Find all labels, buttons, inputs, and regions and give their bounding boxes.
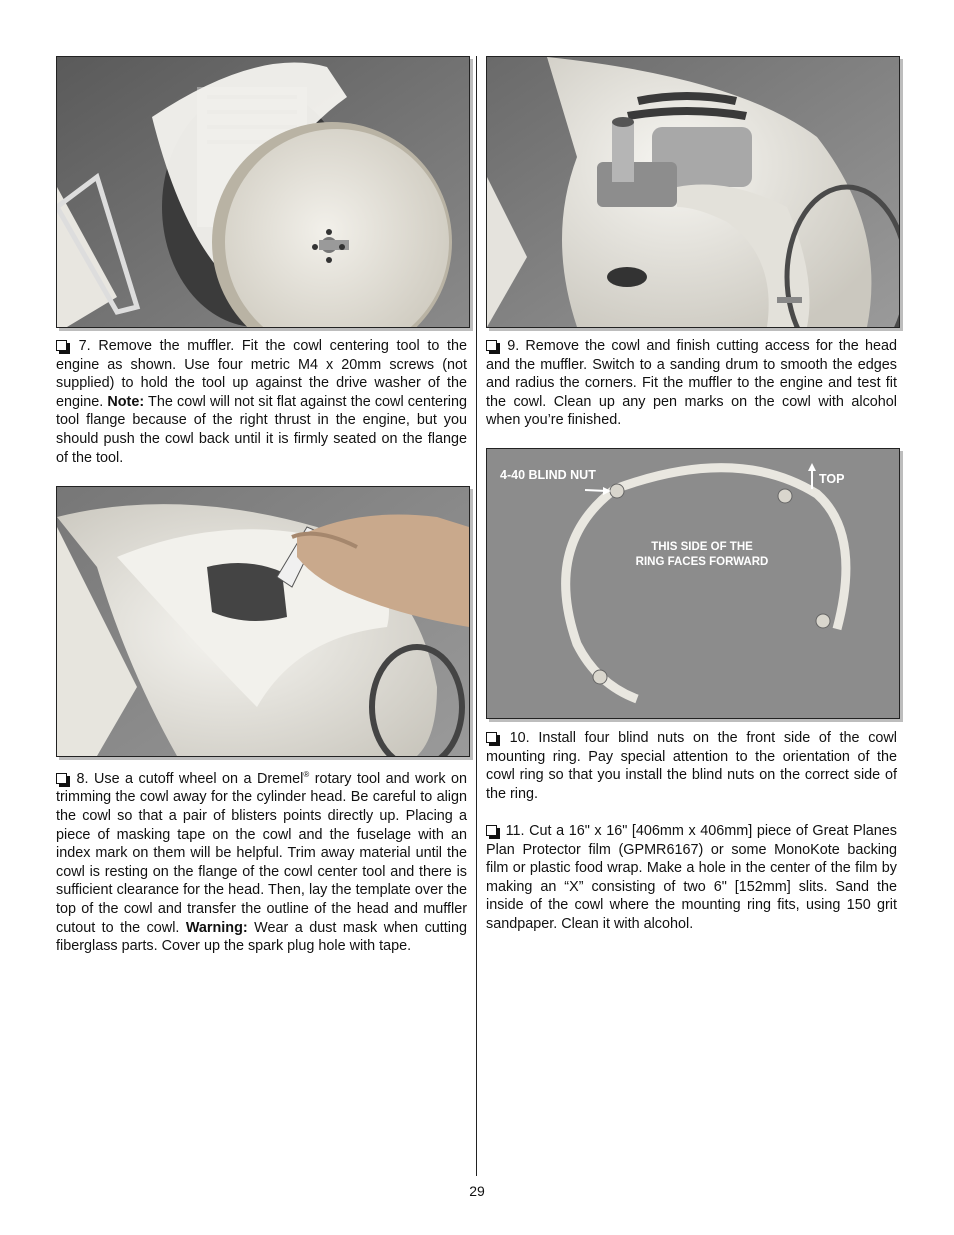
photo-marking-cowl-template bbox=[56, 486, 470, 757]
step-8-warning-label: Warning: bbox=[185, 919, 248, 936]
step-10-number: 10. bbox=[509, 730, 530, 746]
step-11-text bbox=[486, 822, 897, 934]
step-7-body-b: The cowl will not sit flat against the cowl centering tool flange because of the right thrust in the engine, but you should push the cowl back until it is firmly seated on the flange of the tool. bbox=[56, 393, 467, 466]
photo-cowl-muffler-fit bbox=[486, 56, 900, 328]
step-8-body-c: Wear a dust mask when cutting fiberglass parts. Cover up the spark plug hole with tape. bbox=[56, 919, 467, 955]
ring-label-forward bbox=[622, 540, 782, 570]
step-11-body: Cut a 16" x 16" [406mm x 406mm] piece of Great Planes Plan Protector film (GPMR6167) or some MonoKote backing film or plastic food wrap. Make a hole in the center of the film by making an “X” consisting of two 6" [152mm] slits. Sand the inside of the cowl where the mounting ring fits, using 150 grit sandpaper. Clean it with alcohol. bbox=[486, 823, 897, 932]
registered-mark: ® bbox=[303, 770, 310, 779]
photo-cowl-centering-tool bbox=[56, 56, 470, 328]
page-number: 29 bbox=[469, 1183, 485, 1199]
step-9-text bbox=[486, 337, 897, 430]
step-8-body-b: rotary tool and work on trimming the cowl away for the cylinder head. Be careful to align the cowl so that a pair of blisters points directly up. Placing a piece of masking tape on the cowl and the fuselage with an index mark on them will be helpful. Trim away material until the cowl is resting on the flange of the cowl center tool and there is sufficient clearance for the head. Then, lay the template over the top of the cowl and transfer the outline of the head and muffler cutout to the cowl. bbox=[56, 770, 468, 936]
step-7-checkbox[interactable] bbox=[56, 340, 67, 351]
step-11-number: 11. bbox=[505, 823, 525, 839]
ring-label-forward-line2: RING FACES FORWARD bbox=[635, 556, 769, 568]
step-8-number: 8. bbox=[76, 770, 89, 787]
photo-cowl-mounting-ring bbox=[486, 448, 900, 719]
step-8-text bbox=[56, 766, 467, 956]
step-7-body-a: Remove the muffler. Fit the cowl centering tool to the engine as shown. Use four metric M4 x 20mm screws (not supplied) to hold the tool up against the drive washer of the engine. bbox=[56, 338, 468, 410]
step-11-checkbox[interactable] bbox=[486, 825, 497, 836]
step-7-number: 7. bbox=[78, 338, 91, 354]
column-divider bbox=[476, 56, 477, 1176]
step-7-note-label: Note: bbox=[107, 393, 145, 410]
step-10-body: Install four blind nuts on the front side of the cowl mounting ring. Pay special attention to the orientation of the cowl ring so that you install the blind nuts on the correct side of the ring. bbox=[486, 730, 898, 802]
ring-label-forward-line1: THIS SIDE OF THE bbox=[651, 541, 753, 553]
ring-label-blind-nut: 4-40 BLIND NUT bbox=[500, 468, 596, 482]
step-10-text bbox=[486, 729, 897, 803]
step-10-checkbox[interactable] bbox=[486, 732, 497, 743]
step-9-checkbox[interactable] bbox=[486, 340, 497, 351]
ring-label-top: TOP bbox=[819, 472, 845, 486]
step-9-number: 9. bbox=[507, 338, 520, 354]
step-8-body-a: Use a cutoff wheel on a Dremel bbox=[93, 770, 304, 787]
step-8-checkbox[interactable] bbox=[56, 773, 67, 784]
step-7-text bbox=[56, 337, 467, 467]
step-9-body: Remove the cowl and finish cutting access for the head and the muffler. Switch to a sanding drum to smooth the edges and radius the corners. Fit the muffler to the engine and test fit the cowl. Clean up any pen marks on the cowl with alcohol when you’re finished. bbox=[486, 338, 898, 429]
